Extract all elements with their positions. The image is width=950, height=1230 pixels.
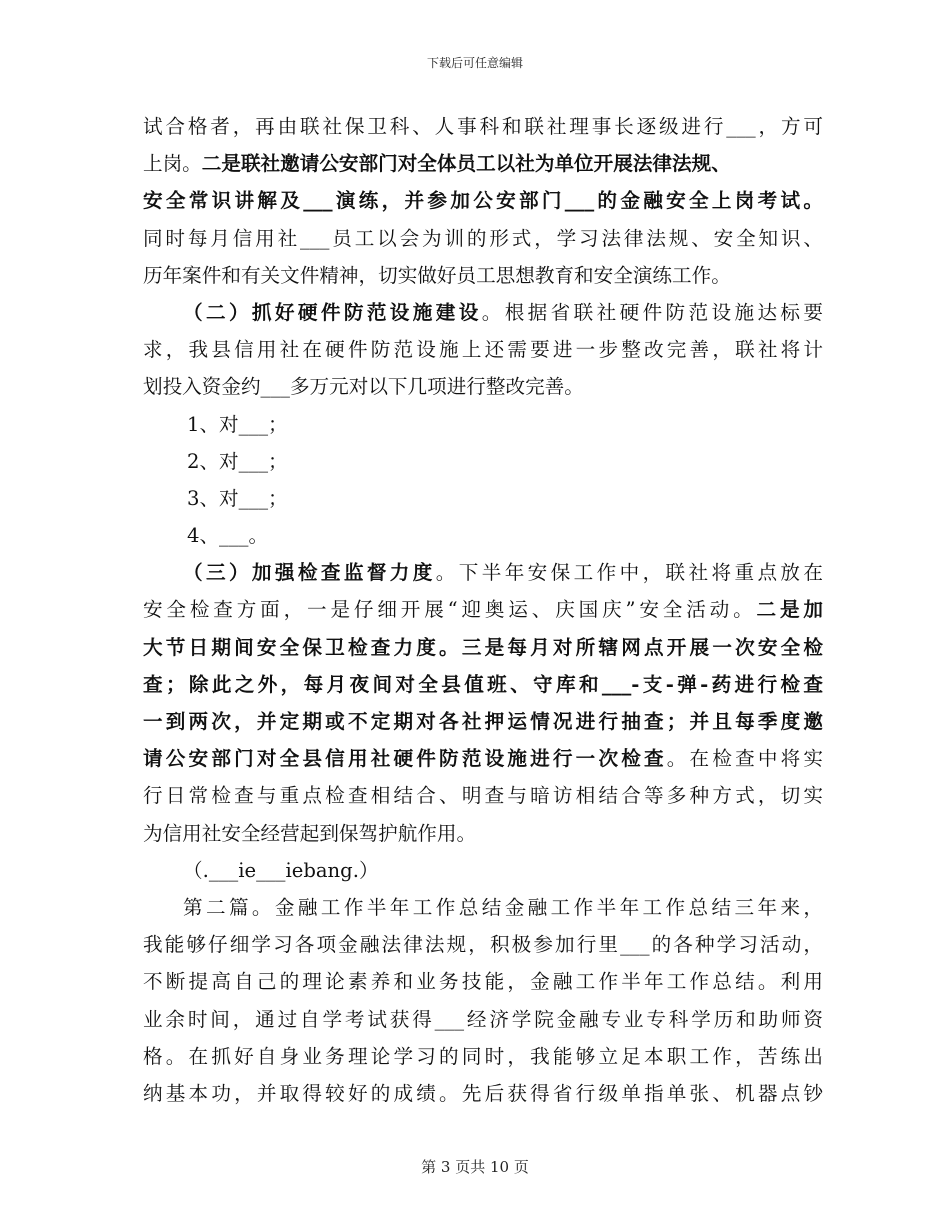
text-line — [143, 331, 823, 368]
text-segment: 纳基本功，并取得较好的成绩。先后获得省行级单指单张、机器点钞 — [143, 1081, 823, 1105]
text-line — [143, 926, 823, 963]
text-segment: 上岗。 — [143, 152, 202, 176]
text-line — [143, 108, 823, 145]
document-body — [143, 108, 823, 1112]
text-line — [143, 294, 823, 331]
bold-text-segment: 一到两次，并定期或不定期对各社押运情况进行抽查；并且每季度邀 — [143, 710, 823, 733]
bold-text-segment: （二）抓好硬件防范设施建设 — [183, 300, 482, 324]
bold-text-segment: 二是加 — [756, 598, 823, 622]
page-footer: 第 3 页共 10 页 — [421, 1158, 529, 1176]
text-line — [143, 703, 823, 740]
bold-text-segment: 安全常识讲解及___演练，并参加公安部门___的金融安全上岗考试。 — [143, 189, 823, 213]
text-segment: 试合格者，再由联社保卫科、人事科和联社理事长逐级进行___，方可 — [143, 115, 823, 138]
text-segment: 2、对___； — [187, 449, 288, 473]
text-segment: 。根据省联社硬件防范设施达标要 — [481, 300, 824, 324]
list-item — [143, 517, 823, 554]
text-line — [143, 1038, 823, 1075]
bold-text-segment: （三）加强检查监督力度 — [183, 561, 436, 585]
text-line — [143, 591, 823, 628]
text-segment: 我能够仔细学习各项金融法律法规，积极参加行里___的各种学习活动， — [143, 933, 823, 957]
text-segment: 格。在抓好自身业务理论学习的同时，我能够立足本职工作，苦练出 — [143, 1044, 823, 1068]
text-segment: 3、对___； — [187, 486, 288, 510]
text-segment: 不断提高自己的理论素养和业务技能，金融工作半年工作总结。利用 — [143, 970, 823, 994]
bold-text-segment: 二是联社邀请公安部门对全体员工以社为单位开展法律法规、 — [201, 152, 731, 176]
text-segment: 历年案件和有关文件精神，切实做好员工思想教育和安全演练工作。 — [143, 263, 731, 287]
text-segment: 同时每月信用社___员工以会为训的形式，学习法律法规、安全知识、 — [143, 226, 823, 250]
text-segment: 求，我县信用社在硬件防范设施上还需要进一步整改完善，联社将计 — [143, 338, 823, 362]
text-segment: 4、___。 — [187, 524, 269, 548]
page-header: 下载后可任意编辑 — [426, 56, 523, 70]
text-segment: 为信用社安全经营起到保驾护航作用。 — [143, 821, 477, 845]
text-line — [143, 220, 823, 257]
text-line — [143, 777, 823, 814]
text-line — [143, 1001, 823, 1038]
text-line — [143, 182, 823, 219]
text-line — [143, 852, 823, 889]
text-line — [143, 145, 823, 182]
text-segment: 。下半年安保工作中，联社将重点放在 — [435, 561, 824, 585]
text-segment: 划投入资金约___多万元对以下几项进行整改完善。 — [143, 375, 584, 399]
text-line — [143, 740, 823, 777]
text-line — [143, 368, 823, 405]
text-line — [143, 666, 823, 703]
text-segment: 。在检查中将实 — [666, 747, 824, 771]
text-line — [143, 963, 823, 1000]
text-segment: 第二篇。金融工作半年工作总结金融工作半年工作总结三年来， — [183, 895, 823, 919]
list-item — [143, 406, 823, 443]
text-segment: 业余时间，通过自学考试获得___经济学院金融专业专科学历和助师资 — [143, 1007, 823, 1031]
text-segment: （.___ie___iebang.） — [183, 858, 379, 882]
text-segment: 安全检查方面，一是仔细开展“迎奥运、庆国庆”安全活动。 — [143, 598, 757, 622]
bold-text-segment: 大节日期间安全保卫检查力度。三是每月对所辖网点开展一次安全检 — [143, 635, 823, 659]
text-line — [143, 815, 823, 852]
bold-text-segment: 查；除此之外，每月夜间对全县值班、守库和___-支-弹-药进行检查 — [143, 672, 823, 696]
list-item — [143, 480, 823, 517]
text-line — [143, 1075, 823, 1112]
text-line — [143, 629, 823, 666]
text-line — [143, 257, 823, 294]
text-line — [143, 554, 823, 591]
text-segment: 行日常检查与重点检查相结合、明查与暗访相结合等多种方式，切实 — [143, 784, 823, 808]
text-segment: 1、对___； — [187, 412, 288, 436]
list-item — [143, 443, 823, 480]
text-line — [143, 889, 823, 926]
bold-text-segment: 请公安部门对全县信用社硬件防范设施进行一次检查 — [143, 747, 667, 771]
